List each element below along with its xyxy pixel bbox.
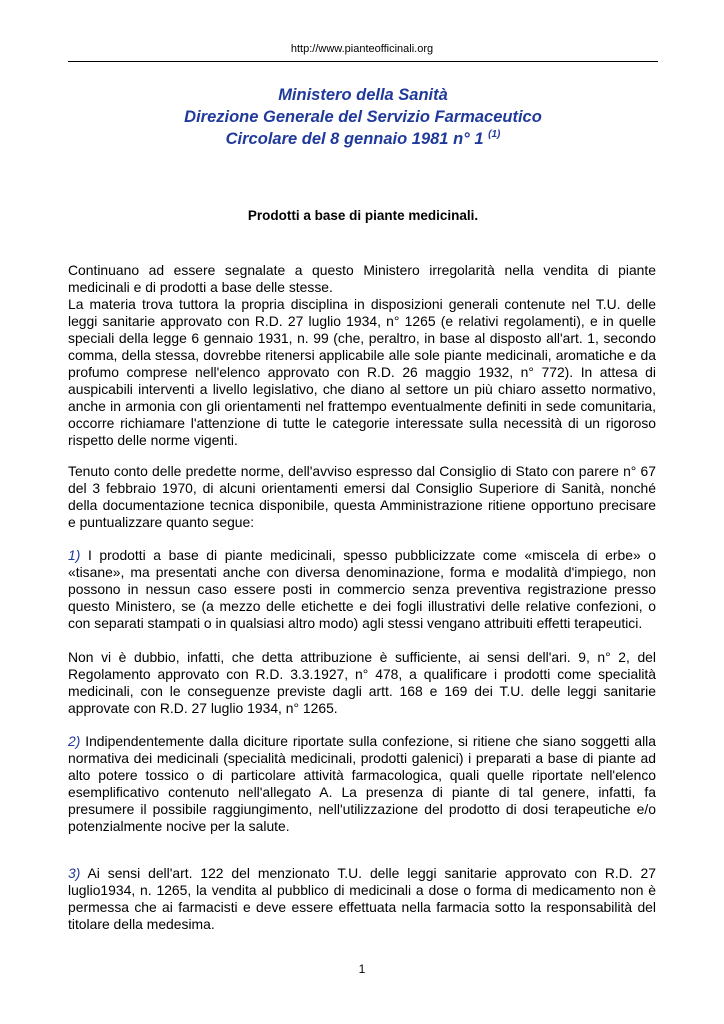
list-item-1-number: 1)	[68, 547, 81, 563]
page-number: 1	[358, 962, 366, 976]
title-circular-text: Circolare del 8 gennaio 1981 n° 1	[225, 130, 484, 148]
title-directorate: Direzione Generale del Servizio Farmaceutico	[184, 108, 542, 126]
list-item-2-number: 2)	[68, 733, 81, 749]
document-title	[68, 84, 658, 150]
list-item-3-text: Ai sensi dell'art. 122 del menzionato T.U. delle leggi sanitarie approvato con R.D. 27 luglio1934, n. 1265, la vendita al pubblico di medicinali a dose o forma di medicamento non è permessa che ai farmacisti e deve essere effettuata nella farmacia sotto la responsabilità del titolare della medesima.	[68, 865, 656, 932]
list-item-2	[68, 733, 656, 835]
title-circular	[68, 128, 658, 150]
header-url: http://www.pianteofficinali.org	[290, 43, 434, 55]
list-item-1-text: I prodotti a base di piante medicinali, spesso pubblicizzate come «miscela di erbe» o «tisane», ma presentati anche con diversa denominazione, forma e modalità d'impiego, non possono in nessun caso essere posti in commercio senza preventiva registrazione presso questo Ministero, se (a mezzo delle etichette e dei fogli illustrativi delle relative confezioni, o con separati stampati o in qualsiasi altro modo) agli stessi vengano attribuiti effetti terapeutici.	[68, 547, 656, 631]
title-ministry: Ministero della Sanità	[278, 86, 448, 104]
document-subject: Prodotti a base di piante medicinali.	[247, 208, 479, 223]
list-item-3	[68, 865, 656, 933]
paragraph-considerations: Tenuto conto delle predette norme, dell'avviso espresso dal Consiglio di Stato con parere n° 67 del 3 febbraio 1970, di alcuni orientamenti emersi dal Consiglio Superiore di Sanità, nonché della documentazione tecnica disponibile, questa Amministrazione ritiene opportuno precisare e puntualizzare quanto segue:	[68, 463, 656, 530]
list-item-1-continuation: Non vi è dubbio, infatti, che detta attribuzione è sufficiente, ai sensi dell'ari. 9, n° 2, del Regolamento approvato con R.D. 3.3.1927, n° 478, a qualificare i prodotti come specialità medicinali, con le conseguenze previste dagli artt. 168 e 169 dei T.U. delle leggi sanitarie approvate con R.D. 27 luglio 1934, n° 1265.	[68, 649, 656, 716]
list-item-1	[68, 547, 656, 632]
header-divider	[68, 61, 658, 62]
footnote-reference: (1)	[488, 129, 501, 140]
list-item-2-text: Indipendentemente dalla diciture riportate sulla confezione, si ritiene che siano soggetti alla normativa dei medicinali (specialità medicinali, prodotti galenici) i preparati a base di piante ad alto potere tossico o di particolare attività farmacologica, quali quelle riportate nell'elenco esemplificativo contenuto nell'allegato A. La presenza di piante di tal genere, infatti, fa presumere il possibile raggiungimento, nell'utilizzazione del prodotto di dosi terapeutiche e/o potenzialmente nocive per la salute.	[68, 733, 656, 834]
list-item-3-number: 3)	[68, 865, 81, 881]
paragraph-intro: Continuano ad essere segnalate a questo Ministero irregolarità nella vendita di piante medicinali e di prodotti a base delle stesse.	[68, 262, 656, 295]
paragraph-legal-framework: La materia trova tuttora la propria disciplina in disposizioni generali contenute nel T.U. delle leggi sanitarie approvato con R.D. 27 luglio 1934, n° 1265 (e relativi regolamenti), e in quelle speciali della legge 6 gennaio 1931, n. 99 (che, peraltro, in base al disposto all'art. 1, secondo comma, della stessa, dovrebbe ritenersi applicabile alle sole piante medicinali, aromatiche e da profumo comprese nell'elenco approvato con R.D. 26 maggio 1932, n° 772). In attesa di auspicabili interventi a livello legislativo, che diano al settore un più chiaro assetto normativo, anche in armonia con gli orientamenti nel frattempo eventualmente definiti in sede comunitaria, occorre richiamare l'attenzione di tutte le categorie interessate sulla necessità di un rigoroso rispetto delle norme vigenti.	[68, 296, 656, 448]
